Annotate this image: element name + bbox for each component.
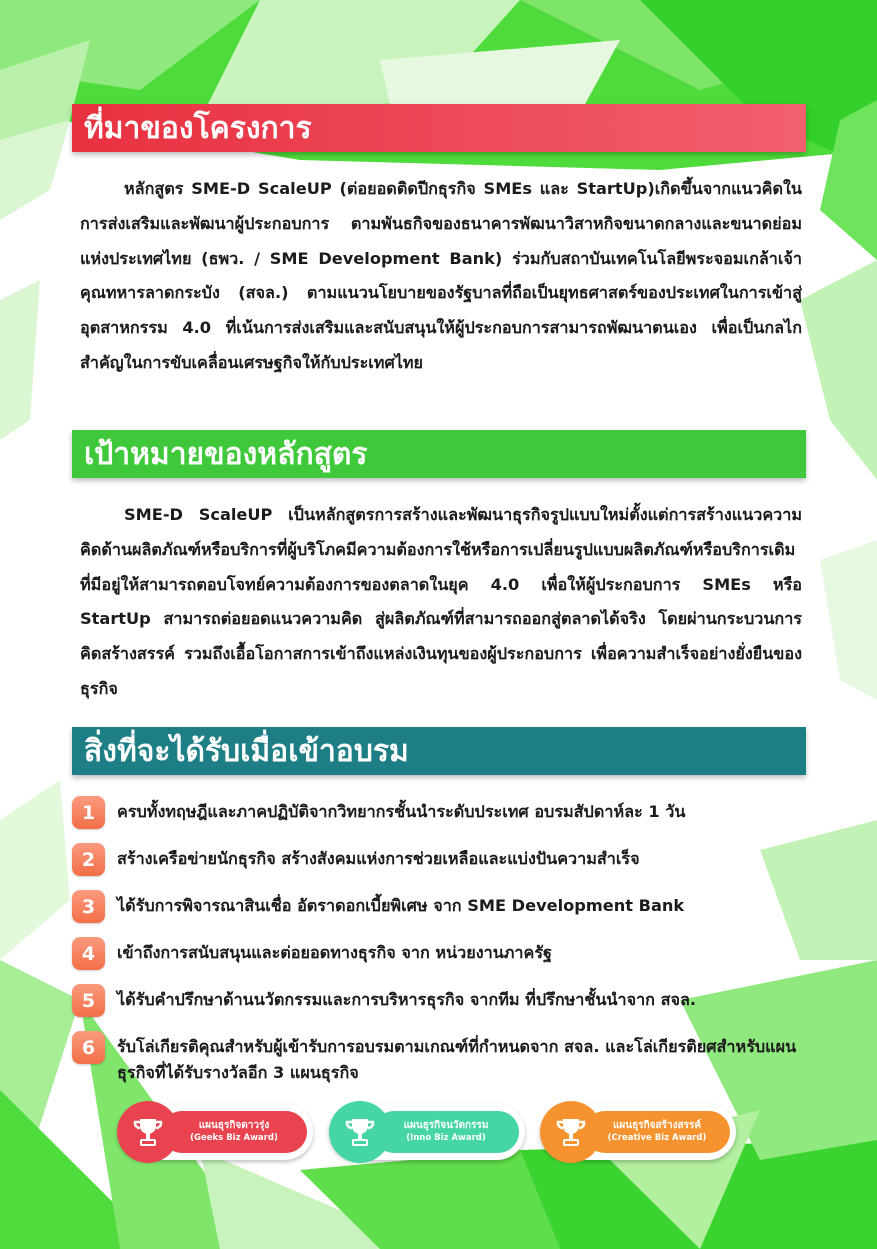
award-title-en: (Geeks Biz Award) bbox=[190, 1133, 278, 1143]
list-item bbox=[72, 937, 812, 970]
number-badge: 4 bbox=[72, 937, 105, 970]
benefit-text: ครบทั้งทฤษฎีและภาคปฏิบัติจากวิทยากรชั้นนำระดับประเทศ อบรมสัปดาห์ละ 1 วัน bbox=[117, 802, 686, 821]
number-badge: 2 bbox=[72, 843, 105, 876]
award-geeks-biz bbox=[117, 1104, 313, 1160]
list-item bbox=[72, 796, 812, 829]
origin-heading-text: ที่มาของโครงการ bbox=[84, 110, 312, 146]
list-item bbox=[72, 1031, 812, 1086]
benefits-heading-text: สิ่งที่จะได้รับเมื่อเข้าอบรม bbox=[84, 733, 409, 769]
list-item bbox=[72, 890, 812, 923]
number-badge: 5 bbox=[72, 984, 105, 1017]
award-creative-biz bbox=[540, 1104, 736, 1160]
award-title-th: แผนธุรกิจนวัตกรรม bbox=[403, 1120, 489, 1131]
origin-heading bbox=[72, 104, 806, 152]
award-title-en: (Inno Biz Award) bbox=[406, 1133, 486, 1143]
award-label bbox=[373, 1111, 519, 1153]
award-title-en: (Creative Biz Award) bbox=[607, 1133, 707, 1143]
goal-paragraph: SME-D ScaleUP เป็นหลักสูตรการสร้างและพัฒนาธุรกิจรูปแบบใหม่ตั้งแต่การสร้างแนวความคิดด้านผลิตภัณฑ์หรือบริการที่ผู้บริโภคมีความต้องการใช้หรือการเปลี่ยนรูปแบบผลิตภัณฑ์หรือบริการเดิมที่มีอยู่ให้สามารถตอบโจทย์ความต้องการของตลาดในยุค 4.0 เพื่อให้ผู้ประกอบการ SMEs หรือ StartUp สามารถต่อยอดแนวความคิด สู่ผลิตภัณฑ์ที่สามารถออกสู่ตลาดได้จริง โดยผ่านกระบวนการคิดสร้างสรรค์ รวมถึงเอื้อโอกาสการเข้าถึงแหล่งเงินทุนของผู้ประกอบการ เพื่อความสำเร็จอย่างยั่งยืนของธุรกิจ bbox=[80, 505, 802, 698]
goal-heading bbox=[72, 430, 806, 478]
number-badge: 6 bbox=[72, 1031, 105, 1064]
benefit-text: ได้รับการพิจารณาสินเชื่อ อัตราดอกเบี้ยพิเศษ จาก SME Development Bank bbox=[117, 896, 685, 915]
benefits-heading bbox=[72, 727, 806, 775]
award-label bbox=[584, 1111, 730, 1153]
list-item bbox=[72, 843, 812, 876]
award-title-th: แผนธุรกิจสร้างสรรค์ bbox=[612, 1120, 702, 1131]
origin-paragraph: หลักสูตร SME-D ScaleUP (ต่อยอดติดปีกธุรกิจ SMEs และ StartUp)เกิดขึ้นจากแนวคิดในการส่งเสริมและพัฒนาผู้ประกอบการ ตามพันธกิจของธนาคารพัฒนาวิสาหกิจขนาดกลางและขนาดย่อมแห่งประเทศไทย (ธพว. / SME Development Bank) ร่วมกับสถาบันเทคโนโลยีพระจอมเกล้าเจ้าคุณทหารลาดกระบัง (สจล.) ตามแนวนโยบายของรัฐบาลที่ถือเป็นยุทธศาสตร์ของประเทศในการเข้าสู่อุตสาหกรรม 4.0 ที่เน้นการส่งเสริมและสนับสนุนให้ผู้ประกอบการสามารถพัฒนาตนเอง เพื่อเป็นกลไกสำคัญในการขับเคลื่อนเศรษฐกิจให้กับประเทศไทย bbox=[80, 179, 802, 372]
benefit-text: สร้างเครือข่ายนักธุรกิจ สร้างสังคมแห่งการช่วยเหลือและแบ่งปันความสำเร็จ bbox=[117, 849, 640, 868]
award-label bbox=[161, 1111, 307, 1153]
award-inno-biz bbox=[329, 1104, 525, 1160]
benefit-text: รับโล่เกียรติคุณสำหรับผู้เข้ารับการอบรมตามเกณฑ์ที่กำหนดจาก สจล. และโล่เกียรติยศสำหรับแผนธุรกิจที่ได้รับรางวัลอีก 3 แผนธุรกิจ bbox=[117, 1037, 797, 1082]
number-badge: 3 bbox=[72, 890, 105, 923]
goal-heading-text: เป้าหมายของหลักสูตร bbox=[84, 436, 368, 472]
benefits-list bbox=[72, 796, 812, 1100]
benefit-text: เข้าถึงการสนับสนุนและต่อยอดทางธุรกิจ จาก หน่วยงานภาครัฐ bbox=[117, 943, 552, 962]
number-badge: 1 bbox=[72, 796, 105, 829]
list-item bbox=[72, 984, 812, 1017]
benefit-text: ได้รับคำปรึกษาด้านนวัตกรรมและการบริหารธุรกิจ จากทีม ที่ปรึกษาชั้นนำจาก สจล. bbox=[117, 990, 697, 1009]
award-title-th: แผนธุรกิจดาวรุ่ง bbox=[198, 1120, 270, 1131]
